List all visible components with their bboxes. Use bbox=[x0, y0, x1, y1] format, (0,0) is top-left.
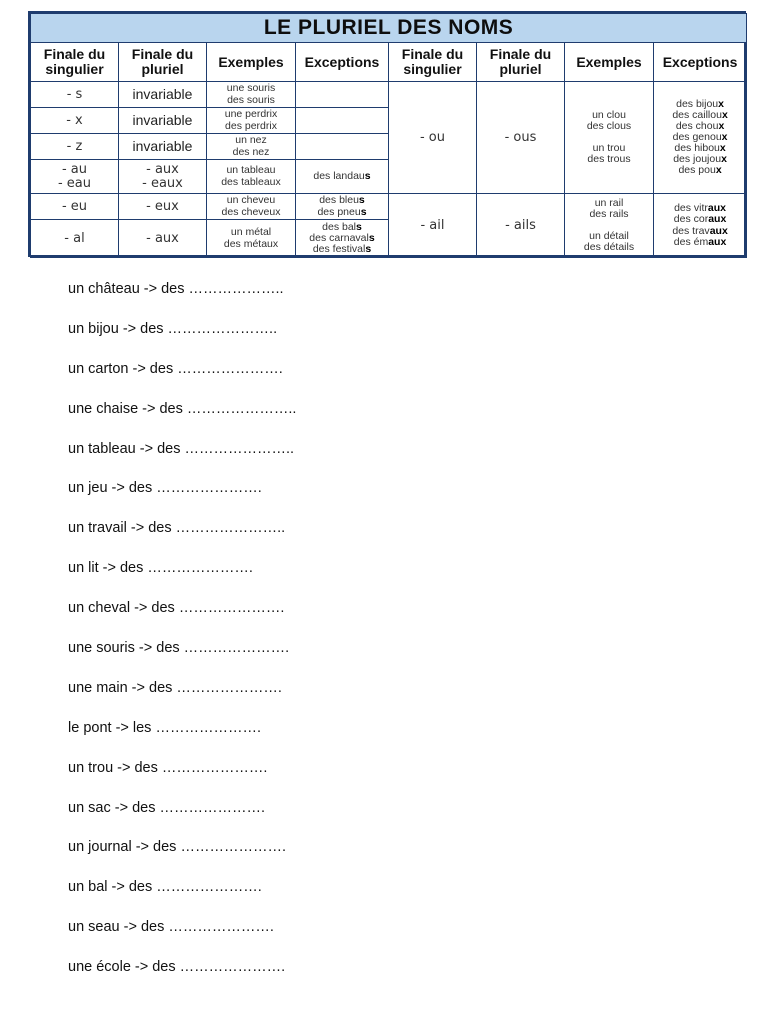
ending-plural: invariable bbox=[119, 82, 207, 108]
exercise-item: un carton -> des …………………. bbox=[68, 360, 283, 377]
exercise-item: une chaise -> des ………………….. bbox=[68, 400, 297, 417]
exception-word: des joujoux bbox=[673, 153, 727, 166]
ending-eaux: - eaux bbox=[142, 175, 183, 191]
example-cell bbox=[207, 194, 296, 220]
exception-word: des festivals bbox=[312, 243, 372, 255]
ending-singular: - x bbox=[31, 108, 119, 134]
example-plural: des clous bbox=[586, 120, 632, 133]
ending-singular: - eu bbox=[31, 194, 119, 220]
header-plural-left: Finale du pluriel bbox=[119, 43, 207, 82]
exercise-item: un cheval -> des …………………. bbox=[68, 600, 285, 617]
exception-word: des vitraux bbox=[674, 202, 727, 215]
example-cell bbox=[207, 160, 296, 194]
example-singular: une souris bbox=[226, 82, 276, 95]
table-title: LE PLURIEL DES NOMS bbox=[31, 14, 747, 43]
exceptions-cell bbox=[296, 220, 389, 258]
exceptions-empty bbox=[296, 82, 389, 108]
example-plural: des détails bbox=[583, 240, 635, 253]
exceptions-empty bbox=[296, 108, 389, 134]
examples-ou bbox=[565, 82, 654, 194]
example-cell bbox=[207, 82, 296, 108]
exception-word: des émaux bbox=[673, 235, 727, 248]
exercise-item: un journal -> des …………………. bbox=[68, 839, 286, 856]
header-singular-left: Finale du singulier bbox=[31, 43, 119, 82]
header-examples-right: Exemples bbox=[565, 43, 654, 82]
header-examples-left: Exemples bbox=[207, 43, 296, 82]
exercise-item: un travail -> des ………………….. bbox=[68, 520, 286, 537]
exercise-item: une souris -> des …………………. bbox=[68, 640, 290, 657]
ending-plural: - aux bbox=[119, 220, 207, 258]
ending-singular-ail: - ail bbox=[389, 194, 477, 258]
ending-plural bbox=[119, 160, 207, 194]
examples-ail bbox=[565, 194, 654, 258]
exercise-item: un seau -> des …………………. bbox=[68, 919, 274, 936]
example-singular: un clou bbox=[592, 109, 626, 122]
example-cell bbox=[207, 108, 296, 134]
example-plural: des trous bbox=[587, 152, 631, 165]
exercise-list bbox=[68, 281, 296, 999]
ending-plural: - eux bbox=[119, 194, 207, 220]
header-exceptions-left: Exceptions bbox=[296, 43, 389, 82]
plural-rules-table bbox=[28, 11, 746, 257]
exception-word: des coraux bbox=[673, 213, 727, 226]
ending-singular: - z bbox=[31, 134, 119, 160]
example-singular: un trou bbox=[592, 141, 626, 154]
exception-word: des genoux bbox=[672, 130, 728, 143]
exception-word: des landaus bbox=[313, 169, 371, 182]
exercise-item: une école -> des …………………. bbox=[68, 959, 286, 976]
exercise-item: un château -> des ……………….. bbox=[68, 281, 284, 297]
ending-singular: - al bbox=[31, 220, 119, 258]
exceptions-ou bbox=[654, 82, 747, 194]
example-plural: des nez bbox=[232, 145, 270, 158]
ending-plural-ous: - ous bbox=[477, 82, 565, 194]
example-plural: des métaux bbox=[223, 237, 279, 250]
exceptions-ail bbox=[654, 194, 747, 258]
exceptions-empty bbox=[296, 134, 389, 160]
exception-word: des hiboux bbox=[674, 142, 726, 154]
header-plural-right: Finale du pluriel bbox=[477, 43, 565, 82]
exercise-item: un bijou -> des ………………….. bbox=[68, 320, 278, 337]
example-cell bbox=[207, 134, 296, 160]
exercise-item: un trou -> des …………………. bbox=[68, 759, 268, 776]
ending-plural: invariable bbox=[119, 134, 207, 160]
exception-word: des poux bbox=[678, 164, 722, 177]
example-singular: un cheveu bbox=[226, 194, 276, 207]
exception-word: des bijoux bbox=[676, 97, 724, 110]
exercise-item: un bal -> des …………………. bbox=[68, 879, 262, 896]
rules-grid bbox=[30, 13, 747, 258]
ending-singular: - s bbox=[31, 82, 119, 108]
ending-plural: invariable bbox=[119, 108, 207, 134]
ending-plural-ails: - ails bbox=[477, 194, 565, 258]
ending-singular-ou: - ou bbox=[389, 82, 477, 194]
exception-word: des bleus bbox=[319, 194, 365, 207]
exercise-item: le pont -> les …………………. bbox=[68, 719, 261, 736]
example-singular: une perdrix bbox=[224, 108, 278, 121]
example-singular: un métal bbox=[230, 226, 272, 239]
exception-word: des cailloux bbox=[672, 108, 728, 121]
exception-word: des choux bbox=[675, 119, 725, 132]
example-plural: des cheveux bbox=[221, 205, 281, 218]
example-cell bbox=[207, 220, 296, 258]
header-singular-right: Finale du singulier bbox=[389, 43, 477, 82]
ending-au: - au bbox=[61, 161, 88, 177]
ending-singular bbox=[31, 160, 119, 194]
exceptions-cell bbox=[296, 160, 389, 194]
exception-word: des carnavals bbox=[309, 231, 375, 244]
example-plural: des perdrix bbox=[225, 119, 277, 132]
example-plural: des souris bbox=[227, 93, 275, 106]
exercise-item: un tableau -> des ………………….. bbox=[68, 440, 295, 457]
example-singular: un tableau bbox=[226, 164, 276, 177]
example-singular: un nez bbox=[235, 134, 267, 147]
exercise-item: un lit -> des …………………. bbox=[68, 560, 253, 577]
header-exceptions-right: Exceptions bbox=[654, 43, 747, 82]
exercise-item: un jeu -> des …………………. bbox=[68, 480, 262, 497]
example-plural: des tableaux bbox=[221, 175, 281, 188]
exercise-item: un sac -> des …………………. bbox=[68, 799, 266, 816]
example-singular: un rail bbox=[594, 197, 624, 210]
ending-aux: - aux bbox=[146, 161, 179, 177]
example-singular: un détail bbox=[589, 229, 629, 242]
exercise-item: une main -> des …………………. bbox=[68, 679, 282, 696]
ending-eau: - eau bbox=[57, 175, 92, 191]
exception-word: des bals bbox=[322, 220, 362, 233]
exception-word: des travaux bbox=[672, 224, 728, 237]
exception-word: des pneus bbox=[317, 205, 367, 218]
example-plural: des rails bbox=[589, 208, 629, 221]
exceptions-cell bbox=[296, 194, 389, 220]
